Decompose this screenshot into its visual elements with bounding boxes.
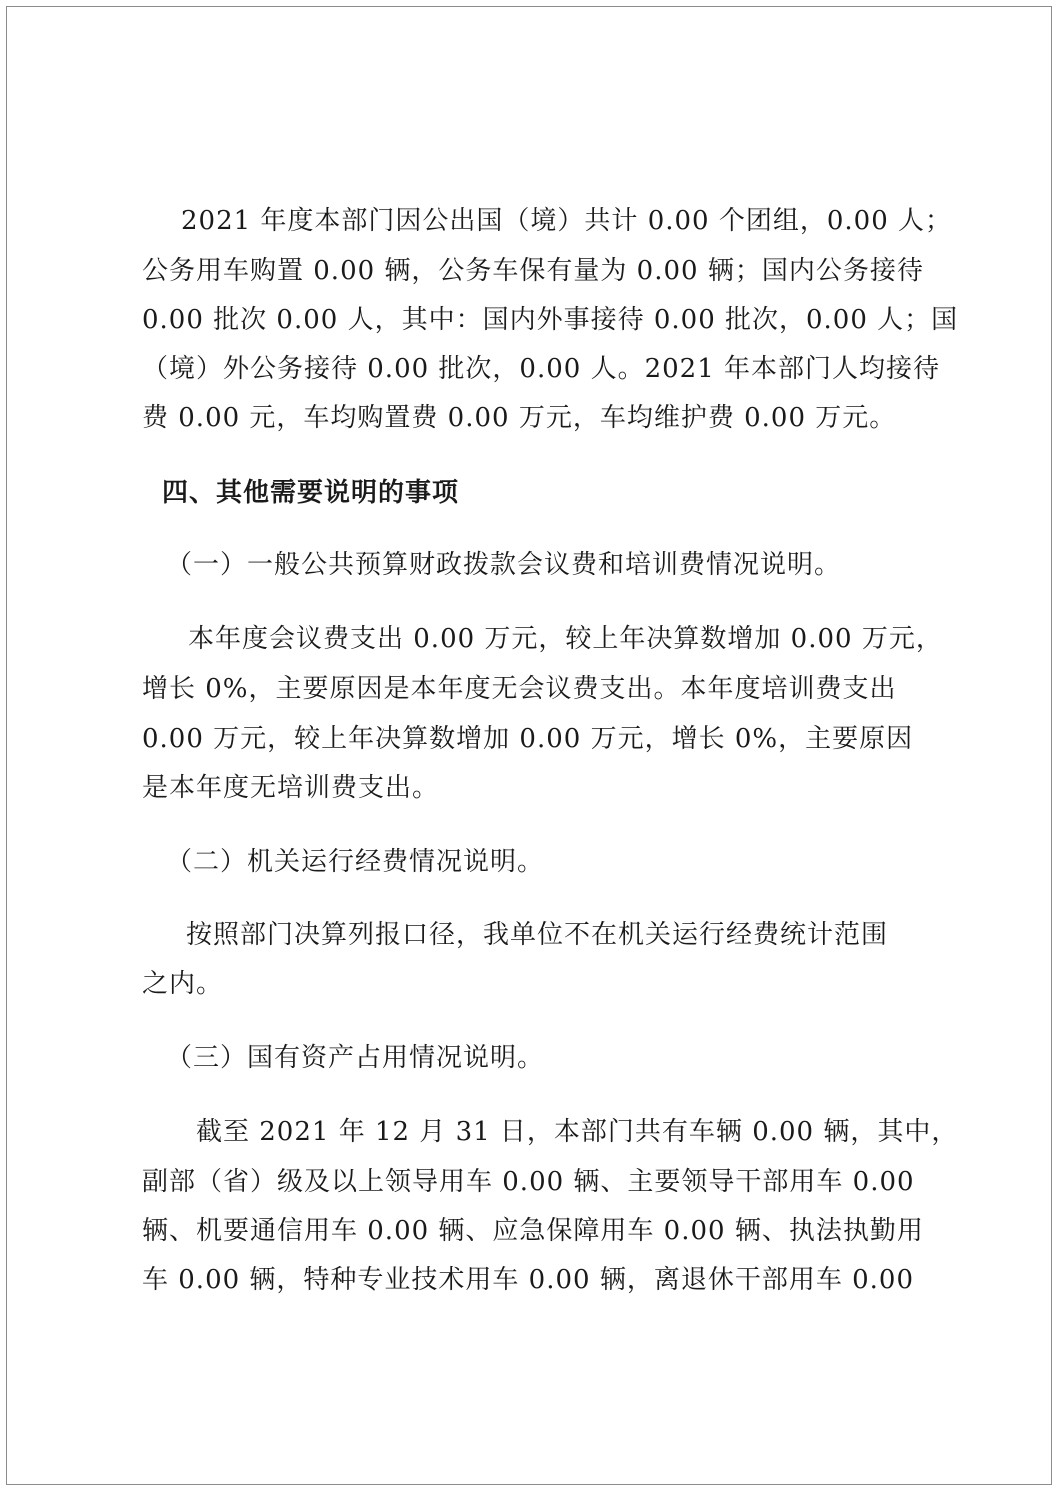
- paragraph-line: 本年度会议费支出 0.00 万元，较上年决算数增加 0.00 万元，: [188, 624, 943, 654]
- section-heading: 四、其他需要说明的事项: [162, 478, 460, 508]
- subsection-heading: （三）国有资产占用情况说明。: [166, 1043, 545, 1073]
- paragraph-line: 之内。: [142, 969, 224, 999]
- paragraph-line: 费 0.00 元，车均购置费 0.00 万元，车均维护费 0.00 万元。: [142, 403, 897, 433]
- paragraph-line: 0.00 批次 0.00 人，其中：国内外事接待 0.00 批次，0.00 人；国: [142, 305, 959, 335]
- subsection-heading: （二）机关运行经费情况说明。: [166, 847, 545, 877]
- paragraph-line: 增长 0%，主要原因是本年度无会议费支出。本年度培训费支出: [142, 674, 897, 704]
- paragraph-line: 0.00 万元，较上年决算数增加 0.00 万元，增长 0%，主要原因: [142, 724, 914, 754]
- paragraph-line: 公务用车购置 0.00 辆，公务车保有量为 0.00 辆；国内公务接待: [142, 256, 924, 286]
- paragraph-line: 截至 2021 年 12 月 31 日，本部门共有车辆 0.00 辆，其中，: [196, 1117, 959, 1147]
- paragraph-line: 是本年度无培训费支出。: [142, 773, 440, 803]
- paragraph-line: 副部（省）级及以上领导用车 0.00 辆、主要领导干部用车 0.00: [142, 1167, 915, 1197]
- paragraph-line: 辆、机要通信用车 0.00 辆、应急保障用车 0.00 辆、执法执勤用: [142, 1216, 924, 1246]
- paragraph-line: 按照部门决算列报口径，我单位不在机关运行经费统计范围: [186, 920, 889, 950]
- paragraph-line: 2021 年度本部门因公出国（境）共计 0.00 个团组，0.00 人；: [181, 206, 953, 236]
- subsection-heading: （一）一般公共预算财政拨款会议费和培训费情况说明。: [166, 550, 842, 580]
- paragraph-line: 车 0.00 辆，特种专业技术用车 0.00 辆，离退休干部用车 0.00: [142, 1265, 914, 1295]
- paragraph-line: （境）外公务接待 0.00 批次，0.00 人。2021 年本部门人均接待: [142, 354, 941, 384]
